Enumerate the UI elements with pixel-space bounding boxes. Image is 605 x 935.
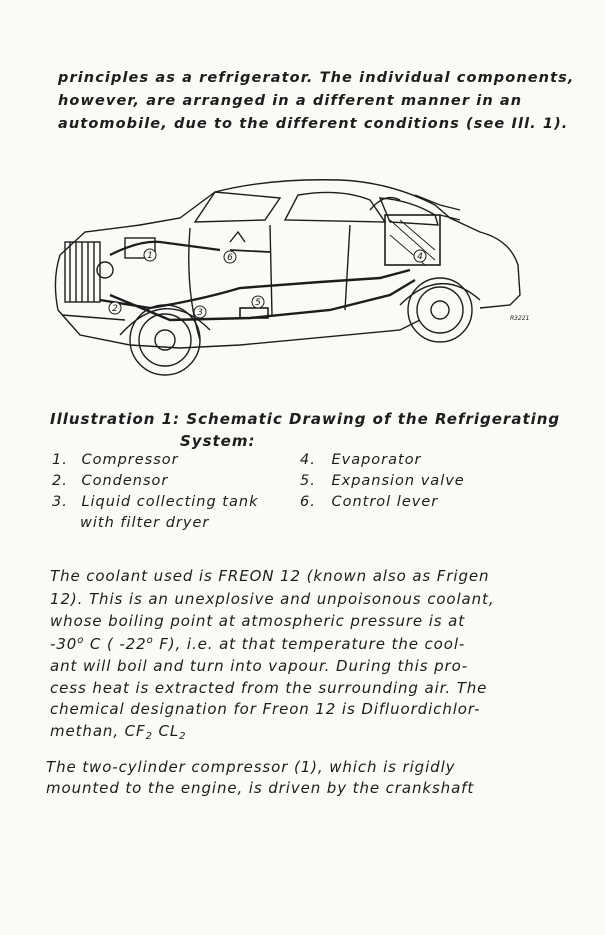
intro-line-1: principles as a refrigerator. The individual components, bbox=[58, 70, 575, 86]
text-run: C ( -22 bbox=[84, 635, 147, 653]
degree-sign: o bbox=[146, 635, 154, 646]
legend-label: Compressor bbox=[81, 452, 179, 468]
legend-num: 2. bbox=[52, 473, 68, 489]
legend-num: 3. bbox=[52, 494, 68, 510]
callout-6: 6 bbox=[227, 253, 233, 263]
legend-num: 1. bbox=[52, 452, 68, 468]
p2-line-4 bbox=[50, 635, 465, 653]
legend-num: 5. bbox=[300, 473, 316, 489]
subscript: 2 bbox=[145, 731, 153, 742]
legend-item-2 bbox=[52, 473, 168, 489]
p2-line-3: whose boiling point at atmospheric pressure is at bbox=[50, 612, 466, 630]
legend-item-3-cont bbox=[80, 515, 209, 531]
text-run: methan, CF bbox=[50, 722, 146, 740]
p2-line-8 bbox=[50, 722, 186, 742]
legend-label: Control lever bbox=[331, 494, 439, 510]
figure-caption-cont: System: bbox=[180, 432, 256, 450]
callout-2: 2 bbox=[112, 304, 118, 314]
legend-num: 4. bbox=[300, 452, 316, 468]
legend-item-1 bbox=[52, 452, 179, 468]
callout-5: 5 bbox=[255, 298, 261, 308]
callout-3: 3 bbox=[197, 308, 203, 318]
text-run: F), i.e. at that temperature the cool- bbox=[153, 635, 466, 653]
figure-code: R3221 bbox=[510, 315, 530, 322]
p2-line-2: 12). This is an unexplosive and unpoisonous coolant, bbox=[50, 590, 495, 608]
legend-item-3 bbox=[52, 494, 258, 510]
intro-line-3: automobile, due to the different conditions (see Ill. 1). bbox=[58, 116, 569, 132]
intro-line-2: however, are arranged in a different manner in an bbox=[58, 93, 523, 109]
figure-caption: Illustration 1: Schematic Drawing of the Refrigerating bbox=[50, 410, 561, 428]
legend-item-6 bbox=[300, 494, 438, 510]
p3-line-1: The two-cylinder compressor (1), which is rigidly bbox=[46, 758, 456, 776]
degree-sign: o bbox=[77, 635, 85, 646]
p2-line-5: ant will boil and turn into vapour. During this pro- bbox=[50, 657, 469, 675]
callout-1: 1 bbox=[147, 251, 153, 261]
legend-label: Expansion valve bbox=[331, 473, 465, 489]
text-run: CL bbox=[152, 722, 180, 740]
legend-num: 6. bbox=[300, 494, 316, 510]
legend-label: Evaporator bbox=[331, 452, 422, 468]
subscript: 2 bbox=[179, 731, 187, 742]
p2-line-1: The coolant used is FREON 12 (known also as Frigen bbox=[50, 567, 490, 585]
legend-label: Condensor bbox=[81, 473, 169, 489]
legend-item-4 bbox=[300, 452, 422, 468]
p3-line-2: mounted to the engine, is driven by the crankshaft bbox=[46, 779, 475, 797]
text-run: -30 bbox=[50, 635, 78, 653]
car-refrigeration-schematic bbox=[40, 170, 550, 395]
legend-label: Liquid collecting tank bbox=[81, 494, 259, 510]
p2-line-6: cess heat is extracted from the surrounding air. The bbox=[50, 679, 488, 697]
p2-line-7: chemical designation for Freon 12 is Difluordichlor- bbox=[50, 700, 481, 718]
legend-item-5 bbox=[300, 473, 465, 489]
legend-label: with filter dryer bbox=[80, 515, 210, 531]
callout-4: 4 bbox=[417, 252, 423, 262]
